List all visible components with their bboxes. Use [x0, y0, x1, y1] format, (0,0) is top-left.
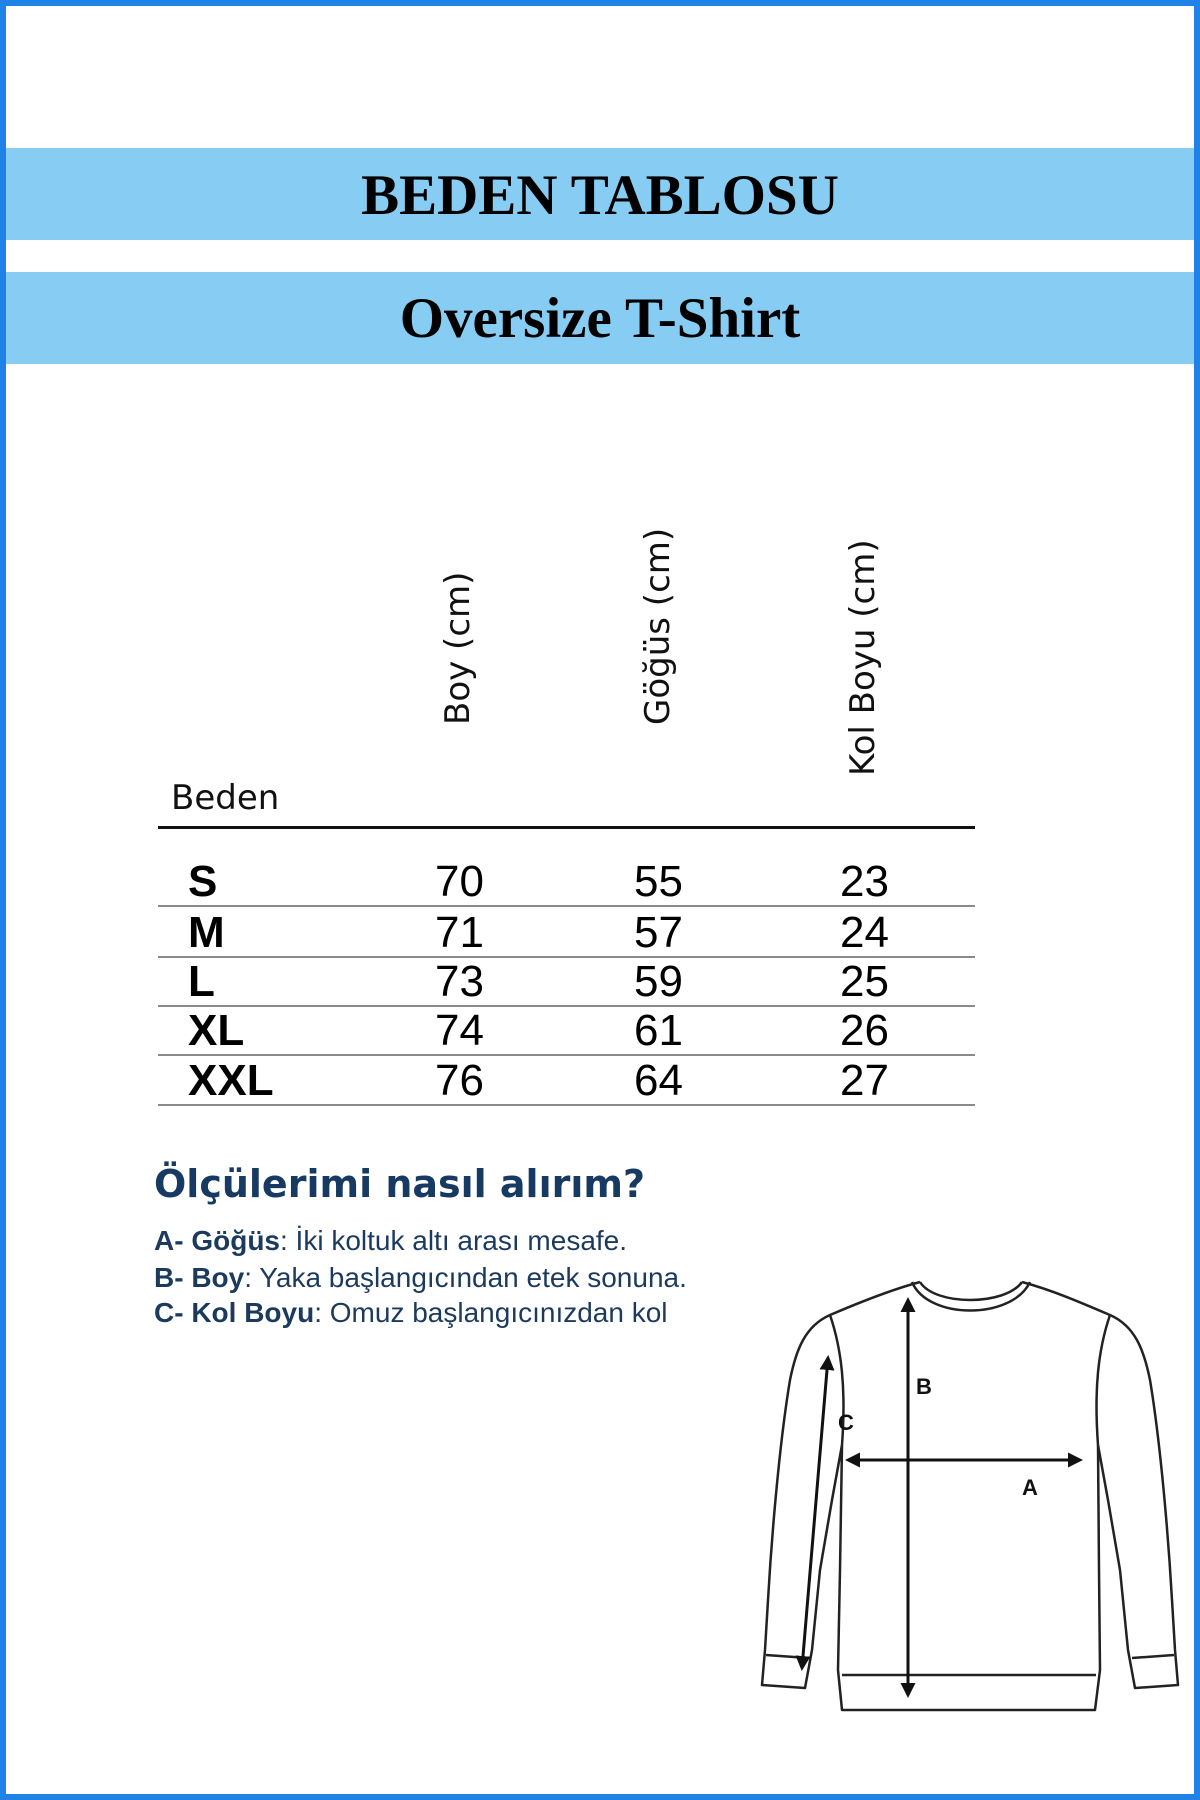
table-row — [158, 855, 975, 907]
boy-cell: 71 — [435, 908, 484, 957]
table-row — [158, 1004, 975, 1056]
product-subtitle: Oversize T-Shirt — [399, 287, 801, 350]
gogus-cell: 59 — [634, 957, 683, 1006]
title-banner — [6, 148, 1194, 240]
boy-cell: 73 — [435, 957, 484, 1006]
size-cell: XL — [188, 1006, 245, 1055]
subtitle-banner — [6, 272, 1194, 364]
table-row — [158, 955, 975, 1007]
gogus-cell: 64 — [634, 1056, 683, 1105]
measure-instruction-b — [154, 1262, 687, 1294]
kol-cell: 25 — [840, 957, 889, 1006]
instruction-prefix: C- — [154, 1297, 192, 1328]
how-to-measure-title: Ölçülerimi nasıl alırım? — [154, 1162, 646, 1206]
instruction-prefix: A- — [154, 1225, 192, 1256]
gogus-cell: 61 — [634, 1006, 683, 1055]
page-title: BEDEN TABLOSU — [361, 164, 839, 227]
row-header-beden: Beden — [171, 778, 280, 818]
instruction-term: Kol Boyu — [191, 1297, 315, 1328]
instruction-desc: : Yaka başlangıcından etek sonuna. — [244, 1262, 687, 1293]
instruction-desc: : İki koltuk altı arası mesafe. — [280, 1225, 628, 1256]
sweatshirt-outline — [762, 1282, 1178, 1710]
boy-cell: 74 — [435, 1006, 484, 1055]
instruction-desc: : Omuz başlangıcınızdan kol — [314, 1297, 668, 1328]
boy-cell: 76 — [435, 1056, 484, 1105]
size-cell: XXL — [188, 1056, 274, 1105]
label-b: B — [916, 1374, 932, 1399]
size-cell: L — [188, 957, 215, 1006]
boy-cell: 70 — [435, 857, 484, 906]
table-row — [158, 1054, 975, 1106]
instruction-term: Göğüs — [191, 1225, 280, 1256]
kol-cell: 26 — [840, 1006, 889, 1055]
instruction-prefix: B- — [154, 1262, 192, 1293]
size-cell: M — [188, 908, 225, 957]
kol-cell: 24 — [840, 908, 889, 957]
kol-cell: 23 — [840, 857, 889, 906]
header-divider — [158, 826, 975, 829]
size-cell: S — [188, 857, 218, 906]
kol-cell: 27 — [840, 1056, 889, 1105]
measure-instruction-a — [154, 1225, 627, 1257]
label-a: A — [1022, 1475, 1038, 1500]
sweatshirt-measurement-diagram — [760, 1270, 1180, 1730]
gogus-cell: 57 — [634, 908, 683, 957]
measure-instruction-c — [154, 1297, 668, 1329]
instruction-term: Boy — [191, 1262, 245, 1293]
table-row — [158, 906, 975, 958]
label-c: C — [838, 1410, 854, 1435]
gogus-cell: 55 — [634, 857, 683, 906]
